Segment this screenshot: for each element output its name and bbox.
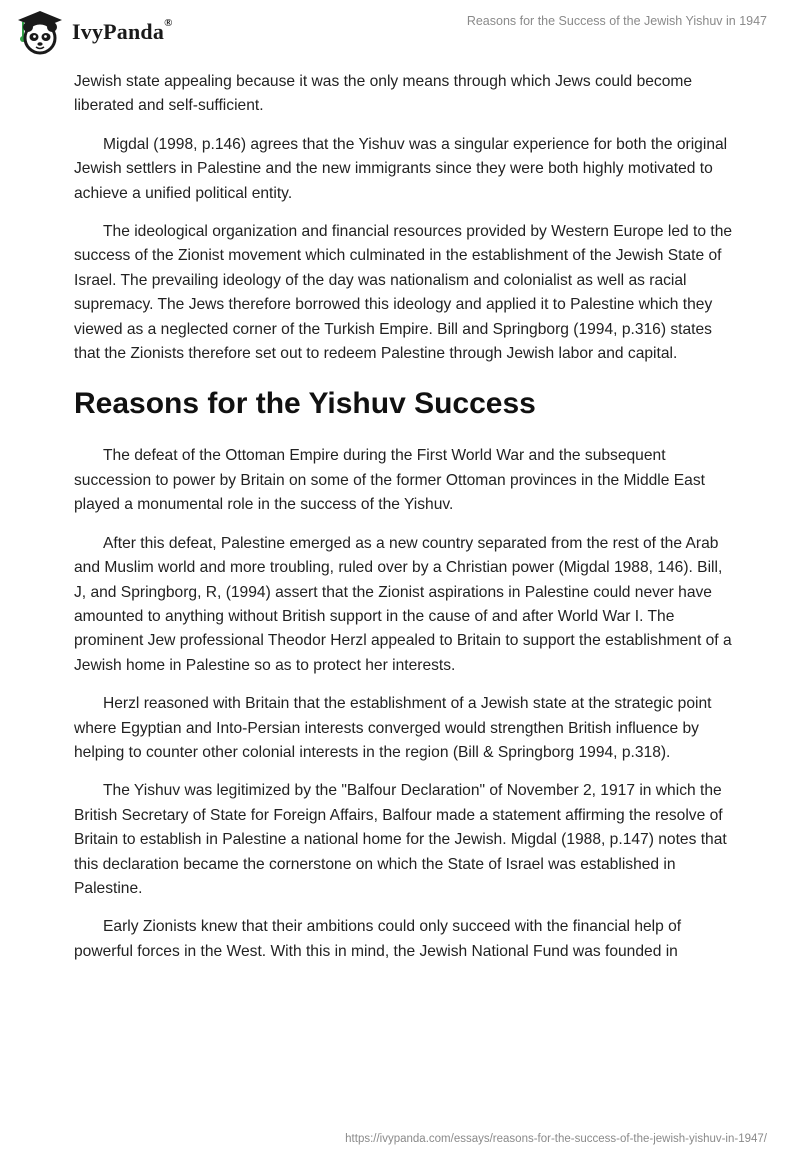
source-url[interactable]: https://ivypanda.com/essays/reasons-for-the-success-of-the-jewish-yishuv-in-1947/ xyxy=(345,1133,767,1145)
paragraph: After this defeat, Palestine emerged as a new country separated from the rest of the Arab and Muslim world and more troubling, ruled over by a Christian power (Migdal 1988, 146). Bill, J, and Springborg, R, (1994) assert that the Zionist aspirations in Palestine could never have amounted to anything without British support in the cause of and after World War I. The prominent Jew professional Theodor Herzl appealed to Britain to support the establishment of a Jewish home in Palestine so as to protect her interests. xyxy=(74,534,732,674)
page-header xyxy=(0,0,800,64)
paragraph: The defeat of the Ottoman Empire during the First World War and the subsequent succession to power by Britain on some of the former Ottoman provinces in the Middle East played a monumental role in the success of the Yishuv. xyxy=(74,447,705,514)
essay-content xyxy=(74,70,734,978)
paragraph: Early Zionists knew that their ambitions could only succeed with the financial help of powerful forces in the West. With this in mind, the Jewish National Fund was founded in xyxy=(74,918,682,960)
paragraph: The ideological organization and financial resources provided by Western Europe led to the success of the Zionist movement which culminated in the establishment of the Jewish State of Israel. The prevailing ideology of the day was nationalism and colonialist as well as racial supremacy. The Jews therefore borrowed this ideology and applied it to Palestine which they viewed as a neglected corner of the Turkish Empire. Bill and Springborg (1994, p.316) states that the Zionists therefore set out to redeem Palestine through Jewish labor and capital. xyxy=(74,223,733,363)
section-heading: Reasons for the Yishuv Success xyxy=(74,387,536,421)
paragraph: The Yishuv was legitimized by the "Balfour Declaration" of November 2, 1917 in which the British Secretary of State for Foreign Affairs, Balfour made a statement affirming the resolve of Britain to establish in Palestine a national home for the Jewish. Migdal (1988, p.147) notes that this declaration became the cornerstone on which the State of Israel was established in Palestine. xyxy=(74,782,727,897)
document-title: Reasons for the Success of the Jewish Yishuv in 1947 xyxy=(466,14,767,28)
registered-mark: ® xyxy=(164,17,173,29)
paragraph: Herzl reasoned with Britain that the establishment of a Jewish state at the strategic point where Egyptian and Into-Persian interests converged would strengthen British influence by helping to counter other colonial interests in the region (Bill & Springborg 1994, p.318). xyxy=(74,695,712,761)
panda-graduate-icon xyxy=(14,9,66,55)
paragraph: Migdal (1998, p.146) agrees that the Yishuv was a singular experience for both the original Jewish settlers in Palestine and the new immigrants since they were both highly motivated to achieve a unified political entity. xyxy=(74,135,728,202)
paragraph: Jewish state appealing because it was the only means through which Jews could become liberated and self-sufficient. xyxy=(74,73,693,115)
brand-name xyxy=(72,19,173,45)
ivypanda-logo[interactable] xyxy=(14,9,173,55)
brand-text: IvyPanda xyxy=(72,19,165,44)
